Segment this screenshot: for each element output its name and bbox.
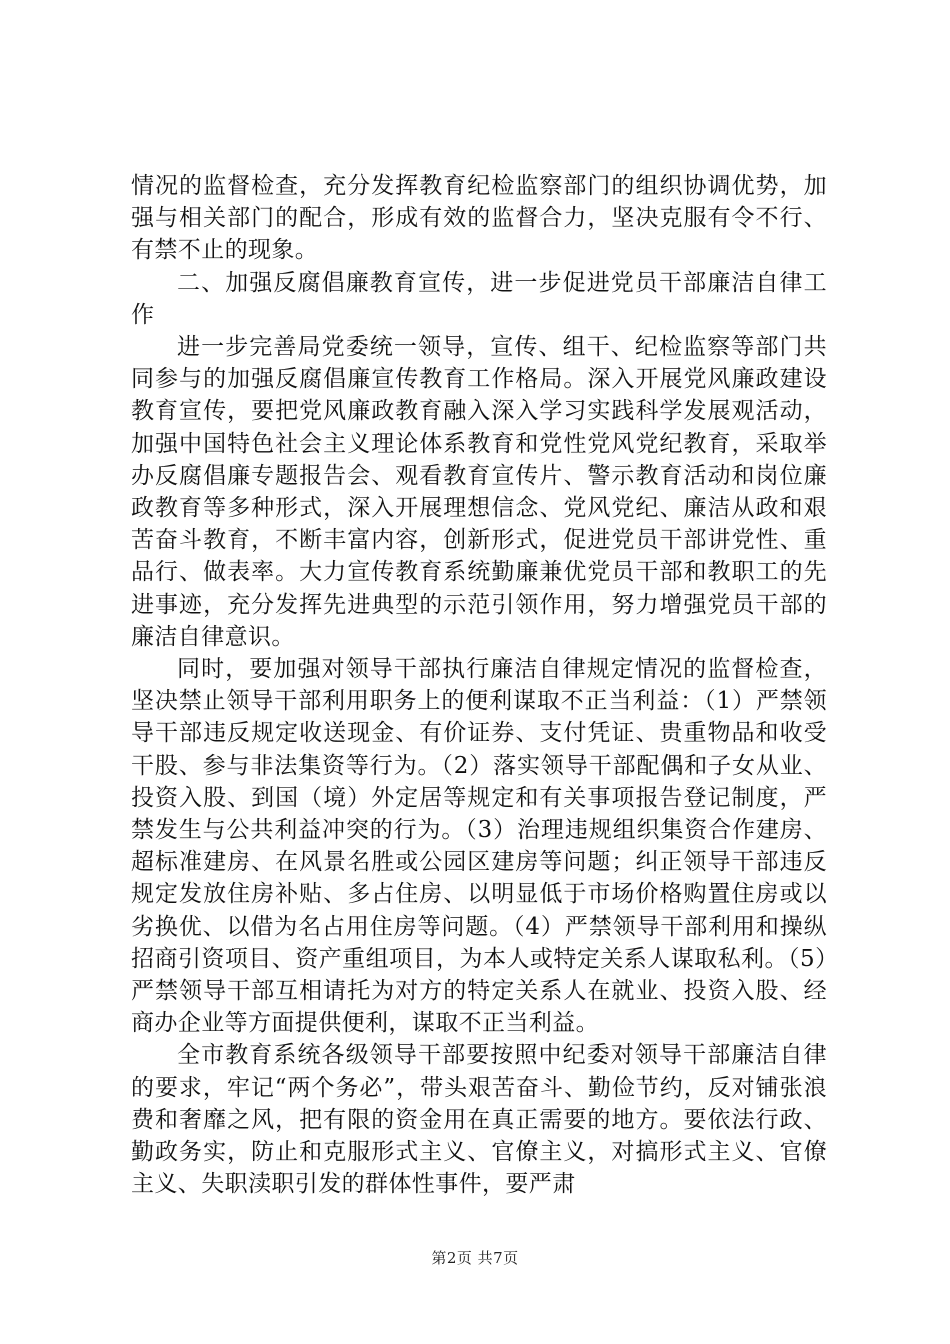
paragraph-4: 全市教育系统各级领导干部要按照中纪委对领导干部廉洁自律的要求，牢记“两个务必”，带头艰苦奋斗、勤俭节约，反对铺张浪费和奢靡之风，把有限的资金用在真正需要的地方。要依法行政、勤政务实，防止和克服形式主义、官僚主义，对搞形式主义、官僚主义、失职渎职引发的群体性事件，要严肃 [131, 1042, 827, 1198]
page-number: 第2页 共7页 [431, 1249, 519, 1267]
paragraph-1: 情况的监督检查，充分发挥教育纪检监察部门的组织协调优势，加强与相关部门的配合，形成有效的监督合力，坚决克服有令不行、有禁不止的现象。 [131, 173, 827, 264]
document-body [131, 170, 827, 1201]
paragraph-3: 同时，要加强对领导干部执行廉洁自律规定情况的监督检查，坚决禁止领导干部利用职务上的便利谋取不正当利益：（1）严禁领导干部违反规定收送现金、有价证券、支付凭证、贵重物品和收受干股、参与非法集资等行为。（2）落实领导干部配偶和子女从业、投资入股、到国（境）外定居等规定和有关事项报告登记制度，严禁发生与公共利益冲突的行为。（3）治理违规组织集资合作建房、超标准建房、在风景名胜或公园区建房等问题；纠正领导干部违反规定发放住房补贴、多占住房、以明显低于市场价格购置住房或以劣换优、以借为名占用住房等问题。（4）严禁领导干部利用和操纵招商引资项目、资产重组项目，为本人或特定关系人谋取私利。（5）严禁领导干部互相请托为对方的特定关系人在就业、投资入股、经商办企业等方面提供便利，谋取不正当利益。 [131, 656, 827, 1037]
section-heading: 二、加强反腐倡廉教育宣传，进一步促进党员干部廉洁自律工作 [131, 269, 827, 328]
paragraph-2: 进一步完善局党委统一领导，宣传、组干、纪检监察等部门共同参与的加强反腐倡廉宣传教育工作格局。深入开展党风廉政建设教育宣传，要把党风廉政教育融入深入学习实践科学发展观活动，加强中国特色社会主义理论体系教育和党性党风党纪教育，采取举办反腐倡廉专题报告会、观看教育宣传片、警示教育活动和岗位廉政教育等多种形式，深入开展理想信念、党风党纪、廉洁从政和艰苦奋斗教育，不断丰富内容，创新形式，促进党员干部讲党性、重品行、做表率。大力宣传教育系统勤廉兼优党员干部和教职工的先进事迹，充分发挥先进典型的示范引领作用，努力增强党员干部的廉洁自律意识。 [131, 334, 827, 650]
